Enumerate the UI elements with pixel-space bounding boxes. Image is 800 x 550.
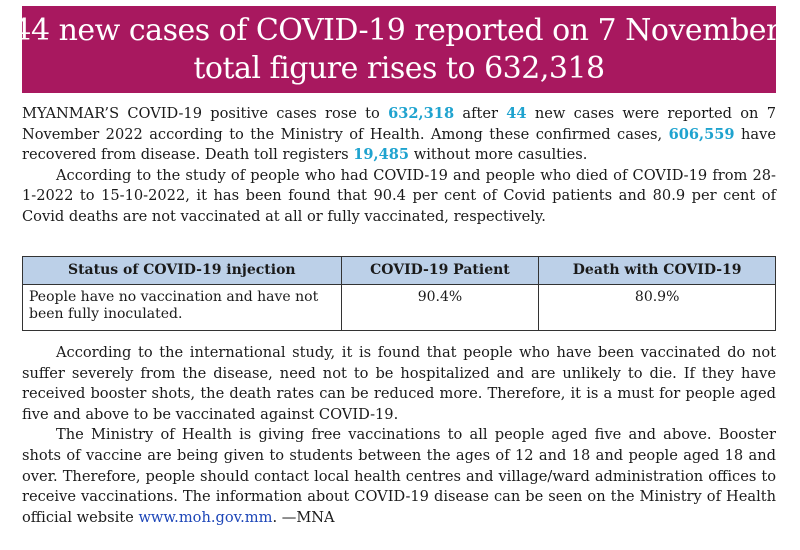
vaccination-status-table	[22, 256, 776, 331]
paragraph-1-text-d: have recovered from disease. Death toll registers	[22, 125, 776, 164]
paragraph-4	[22, 425, 776, 528]
paragraph-1-text-a: MYANMAR’S COVID-19 positive cases rose to	[22, 105, 389, 122]
recovered-figure: 606,559	[668, 125, 735, 143]
paragraph-2: According to the study of people who had COVID-19 and people who died of COVID-19 from 28-1-2022 to 15-10-2022, it has been found that 90.4 per cent of Covid patients and 80.9 per cent of Covid deaths are not vaccinated at all or fully vaccinated, respectively.	[22, 166, 776, 225]
byline: . —MNA	[272, 508, 335, 526]
paragraph-3: According to the international study, it is found that people who have been vaccinated do not suffer severely from the disease, need not to be hospitalized and are unlikely to die. If they have received booster shots, the death rates can be reduced more. Therefore, it is a must for people aged five and above to be vaccinated against COVID-19.	[22, 344, 776, 423]
table-header-row	[23, 257, 776, 285]
article-intro	[22, 104, 776, 228]
table-cell-patient-percent: 90.4%	[341, 285, 539, 331]
headline-line-1: 44 new cases of COVID-19 reported on 7 November,	[12, 12, 786, 48]
table-cell-death-percent: 80.9%	[539, 285, 776, 331]
death-toll-figure: 19,485	[353, 146, 410, 164]
table-cell-status: People have no vaccination and have not been fully inoculated.	[23, 285, 342, 331]
table-row	[23, 285, 776, 331]
paragraph-4-text: The Ministry of Health is giving free vaccinations to all people aged five and above. Booster shots of vaccine are being given to students between the ages of 12 and 18 and people aged 18 and over. Therefore, people should contact local health centres and village/ward administration offices to receive vaccinations. The information about COVID-19 disease can be seen on the Ministry of Health official website	[22, 426, 776, 526]
table-header-status: Status of COVID-19 injection	[23, 257, 342, 285]
article-body	[22, 343, 776, 528]
paragraph-1-text-b: after	[454, 105, 507, 122]
paragraph-1-text-e: without more casulties.	[409, 146, 588, 164]
table-header-death: Death with COVID-19	[539, 257, 776, 285]
table-header-patient: COVID-19 Patient	[341, 257, 539, 285]
paragraph-1-text-c: new cases were reported on 7 November 2022 according to the Ministry of Health. Among these confirmed cases,	[22, 105, 777, 143]
paragraph-1	[22, 104, 776, 166]
headline-line-2: total figure rises to 632,318	[193, 50, 605, 86]
new-cases-figure: 44	[506, 105, 527, 122]
headline-banner	[12, 6, 786, 93]
moh-website-link[interactable]: www.moh.gov.mm	[138, 508, 273, 526]
total-cases-figure: 632,318	[388, 105, 455, 122]
